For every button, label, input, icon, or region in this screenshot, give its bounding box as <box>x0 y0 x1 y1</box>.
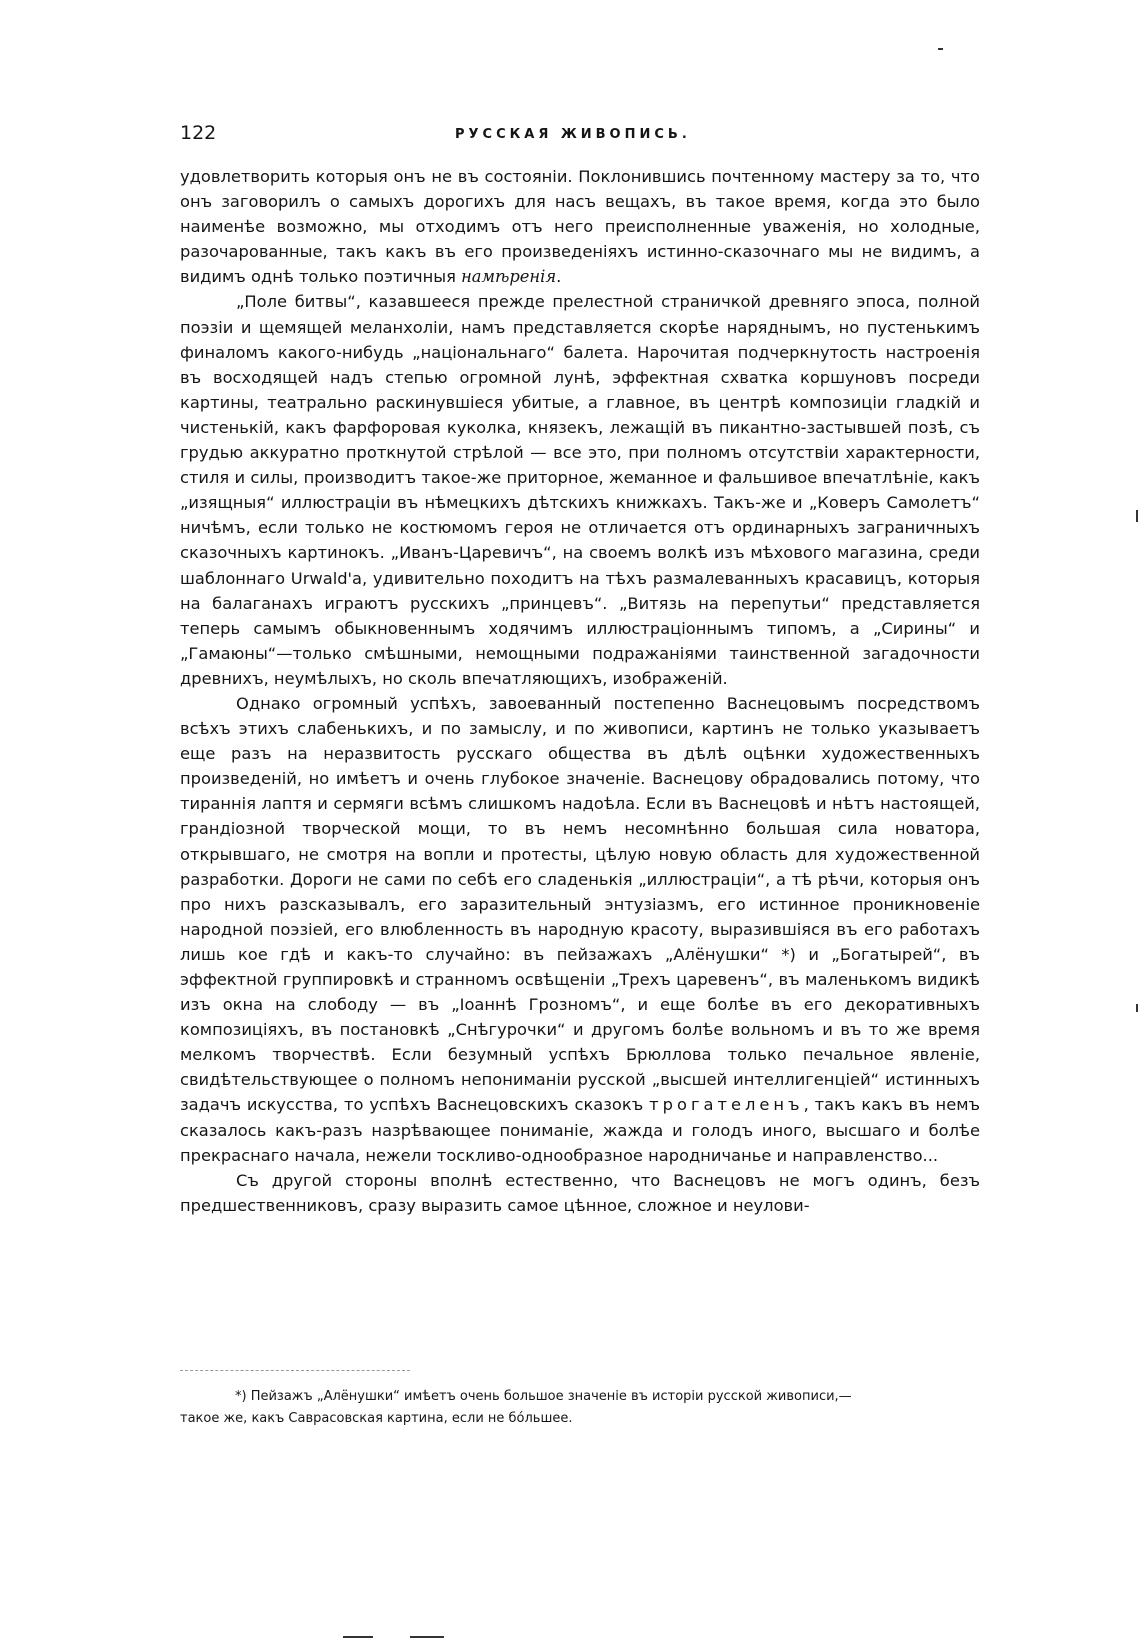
footnote-line: *) Пейзажъ „Алёнушки“ имѣетъ очень большое значенiе въ исторiи русской живописи,— <box>235 1389 852 1404</box>
footnote-separator <box>180 1370 410 1371</box>
paragraph-text: Однако огромный успѣхъ, завоеванный постепенно Васнецовымъ посредствомъ всѣхъ этихъ слабенькихъ, и по замыслу, и по живописи, картинъ не только указываетъ еще разъ на неразвитость русскаго общества въ дѣлѣ оцѣнки художественныхъ произведенiй, но имѣетъ и очень глубокое значенiе. Васнецову обрадовались потому, что тираннiя лаптя и сермяги всѣмъ слишкомъ надоѣла. Если въ Васнецовѣ и нѣтъ настоящей, грандiозной творческой мощи, то въ немъ несомнѣнно большая сила новатора, открывшаго, не смотря на вопли и протесты, цѣлую новую область для художественной разработки. Дороги не сами по себѣ его сладенькiя „иллюстрацiи“, а тѣ рѣчи, которыя онъ про нихъ разсказывалъ, его заразительный энтузiазмъ, его истинное проникновенiе народной поэзiей, его влюбленность въ народную красоту, выразившiяся въ его работахъ лишь кое гдѣ и какъ-то случайно: въ пейзажахъ „Алёнушки“ *) и „Богатырей“, въ эффектной группировкѣ и странномъ освѣщенiи „Трехъ царевенъ“, въ маленькомъ видикѣ изъ окна на слободу — въ „Iоаннѣ Грозномъ“, и еще болѣе въ его декоративныхъ композицiяхъ, въ постановкѣ „Снѣгурочки“ и другомъ болѣе вольномъ и въ то же время мелкомъ творчествѣ. Если безумный успѣхъ Брюллова только печальное явленiе, свидѣтельствующее о полномъ непониманiи русской „высшей интеллигенцiей“ истинныхъ задачъ искусства, то успѣхъ Васнецовскихъ сказокъ <box>180 693 980 1115</box>
running-title: РУССКАЯ ЖИВОПИСЬ. <box>455 127 691 142</box>
body-text <box>180 164 980 1218</box>
paragraph-end: , такъ какъ въ немъ сказалось какъ-разъ назрѣвающее пониманiе, жажда и голодъ иного, высшаго и болѣе прекраснаго начала, нежели тоскливо-однообразное народничанье и направленство... <box>180 1095 981 1165</box>
scan-mark <box>1136 510 1138 522</box>
emphasized-word: намѣренiя <box>461 267 557 287</box>
scan-mark <box>938 48 943 50</box>
paragraph-text: удовлетворить которыя онъ не въ состоянiи. Поклонившись почтенному мастеру за то, что онъ заговорилъ о самыхъ дорогихъ для насъ вещахъ, въ такое время, когда это было наименѣе возможно, мы отходимъ отъ него преисполненные уваженiя, но холодные, разочарованные, такъ какъ въ его произведенiяхъ истинно-сказочнаго мы не видимъ, а видимъ однѣ только поэтичныя <box>180 167 980 287</box>
footnote <box>180 1386 980 1430</box>
paragraph <box>180 164 980 289</box>
paragraph <box>180 691 980 1168</box>
paragraph: Съ другой стороны вполнѣ естественно, что Васнецовъ не могъ одинъ, безъ предшественниковъ, сразу выразить самое цѣнное, сложное и неулови- <box>180 1170 980 1215</box>
paragraph-end: . <box>556 267 562 287</box>
page-number: 122 <box>180 122 217 144</box>
spaced-word: трогателенъ <box>649 1095 804 1115</box>
scan-mark <box>410 1636 444 1638</box>
paragraph: „Поле битвы“, казавшееся прежде прелестной страничкой древняго эпоса, полной поэзiи и щемящей меланхолiи, намъ представляется скорѣе наряднымъ, но пустенькимъ финаломъ какого-нибудь „нацiональнаго“ балета. Нарочитая подчеркнутость настроенiя въ восходящей надъ степью огромной лунѣ, эффектная схватка коршуновъ посреди картины, театрально раскинувшiеся убитые, а главное, въ центрѣ композицiи гладкiй и чистенькiй, какъ фарфоровая куколка, князекъ, лежащiй въ пикантно-застывшей позѣ, съ грудью аккуратно проткнутой стрѣлой — все это, при полномъ отсутствiи характерности, стиля и силы, производитъ такое-же приторное, жеманное и фальшивое впечатлѣнiе, какъ „изящныя“ иллюстрацiи въ нѣмецкихъ дѣтскихъ книжкахъ. Такъ-же и „Коверъ Самолетъ“ ничѣмъ, если только не костюмомъ героя не отличается отъ ординарныхъ заграничныхъ сказочныхъ картинокъ. „Иванъ-Царевичъ“, на своемъ волкѣ изъ мѣхового магазина, среди шаблоннаго Urwald'a, удивительно походитъ на тѣхъ размалеванныхъ красавицъ, которыя на балаганахъ играютъ русскихъ „принцевъ“. „Витязь на перепутьи“ представляется теперь самымъ обыкновеннымъ ходячимъ иллюстрацiоннымъ типомъ, а „Сирины“ и „Гамаюны“—только смѣшными, немощными подражанiями таинственной загадочности древнихъ, неумѣлыхъ, но сколь впечатляющихъ, изображенiй. <box>180 292 980 688</box>
footnote-line: такое же, какъ Саврасовская картина, если не бóльшее. <box>180 1411 573 1426</box>
page-header <box>180 122 980 152</box>
scan-mark <box>343 1636 373 1638</box>
scan-mark <box>1136 1004 1138 1012</box>
